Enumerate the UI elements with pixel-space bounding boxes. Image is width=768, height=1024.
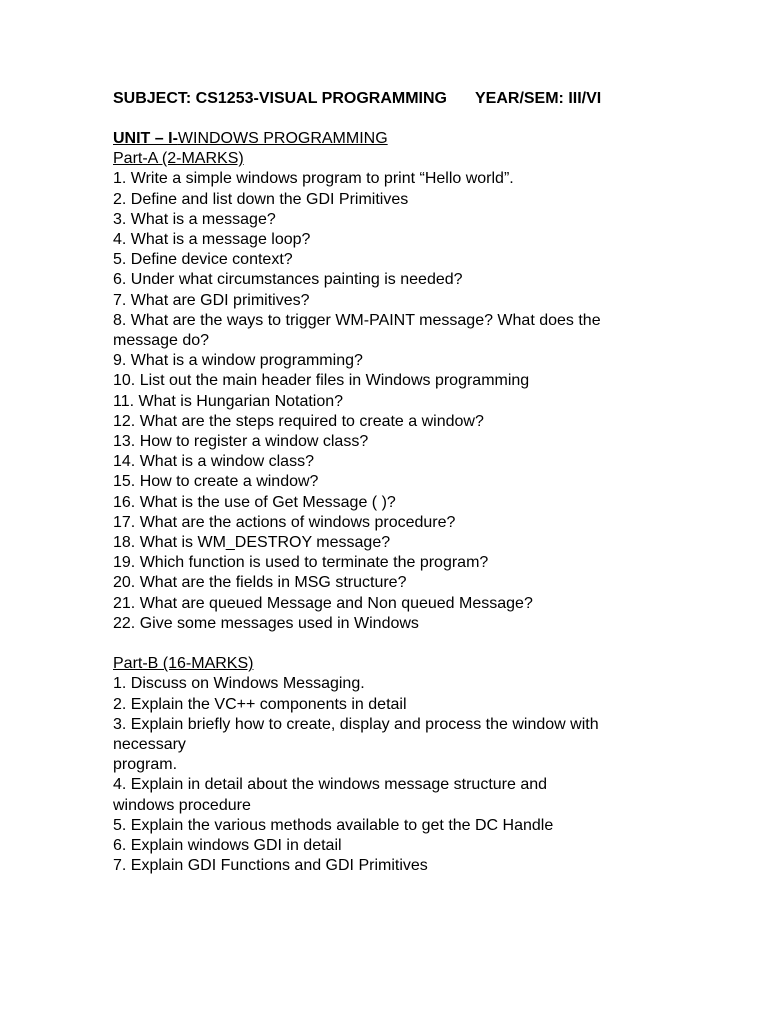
section-spacer [113, 634, 753, 654]
question-line: 1. Write a simple windows program to print “Hello world”. [113, 170, 514, 188]
question-line: 21. What are queued Message and Non queued Message? [113, 594, 533, 612]
question-line: 18. What is WM_DESTROY message? [113, 534, 391, 552]
unit-title: WINDOWS PROGRAMMING [177, 130, 388, 147]
subject-title: SUBJECT: CS1253-VISUAL PROGRAMMING [113, 90, 447, 107]
question-line: 9. What is a window programming? [113, 352, 363, 370]
question-line: 3. Explain briefly how to create, display and process the window with [113, 715, 599, 733]
unit-label: UNIT – I- [113, 130, 178, 147]
question-line: 5. Explain the various methods available to get the DC Handle [113, 816, 554, 834]
question-line: 7. What are GDI primitives? [113, 291, 310, 309]
question-line: 1. Discuss on Windows Messaging. [113, 675, 365, 693]
part-a-heading: Part-A (2-MARKS) [113, 150, 244, 168]
question-line: 13. How to register a window class? [113, 433, 369, 451]
question-line: 14. What is a window class? [113, 453, 314, 471]
question-line: windows procedure [113, 796, 251, 814]
unit-heading [113, 129, 753, 149]
question-line: 4. Explain in detail about the windows message structure and [113, 776, 548, 794]
question-line: 2. Explain the VC++ components in detail [113, 695, 407, 713]
question-line: 16. What is the use of Get Message ( )? [113, 493, 396, 511]
part-a-question-list [113, 169, 753, 634]
question-line: 5. Define device context? [113, 251, 293, 269]
question-line: 17. What are the actions of windows procedure? [113, 513, 456, 531]
year-semester: YEAR/SEM: III/VI [474, 90, 602, 107]
question-line: 11. What is Hungarian Notation? [113, 392, 344, 410]
question-line: 12. What are the steps required to create a window? [113, 412, 484, 430]
question-line: 6. Explain windows GDI in detail [113, 837, 342, 855]
question-line: 7. Explain GDI Functions and GDI Primitives [113, 857, 428, 875]
question-bank-page [113, 89, 753, 877]
question-line: 4. What is a message loop? [113, 231, 311, 249]
question-line: 2. Define and list down the GDI Primitives [113, 190, 409, 208]
question-line: program. [113, 756, 178, 774]
question-line: 6. Under what circumstances painting is needed? [113, 271, 463, 289]
question-line: message do? [113, 332, 210, 350]
subject-header [113, 89, 753, 109]
question-line: 3. What is a message? [113, 210, 276, 228]
question-line: 20. What are the fields in MSG structure? [113, 574, 407, 592]
question-line: 19. Which function is used to terminate the program? [113, 554, 489, 572]
question-line: 15. How to create a window? [113, 473, 319, 491]
part-b-question-list [113, 674, 753, 876]
question-line: necessary [113, 736, 186, 754]
question-line: 10. List out the main header files in Windows programming [113, 372, 530, 390]
question-line: 8. What are the ways to trigger WM-PAINT message? What does the [113, 311, 601, 329]
question-line: 22. Give some messages used in Windows [113, 614, 419, 632]
part-b-heading: Part-B (16-MARKS) [113, 655, 254, 673]
